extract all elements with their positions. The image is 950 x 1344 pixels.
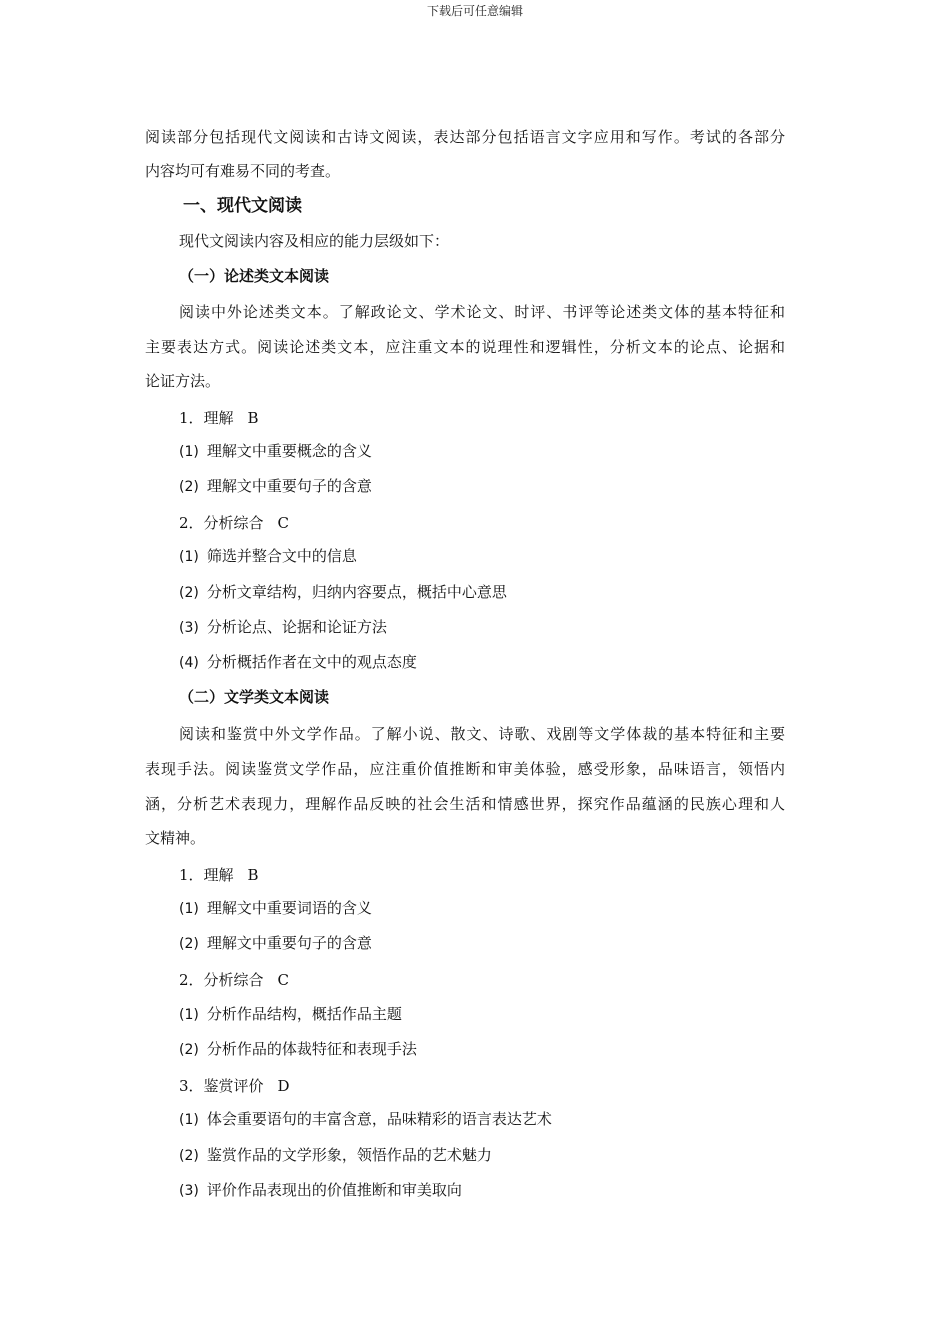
sub1-item-2-sub-2 bbox=[179, 582, 507, 603]
sub1-item-1-sub-2 bbox=[179, 476, 372, 497]
section-heading: 一、现代文阅读 bbox=[183, 196, 302, 216]
intro-line-2: 内容均可有难易不同的考查。 bbox=[145, 162, 341, 180]
list-number: (3) bbox=[179, 1183, 199, 1199]
sub2-item-1-sub-1 bbox=[179, 898, 372, 919]
sub1-item-2-sub-1 bbox=[179, 546, 357, 567]
item-label: 2．分析综合 bbox=[179, 514, 264, 532]
list-number: (1) bbox=[179, 901, 199, 917]
list-text: 评价作品表现出的价值推断和审美取向 bbox=[206, 1181, 462, 1199]
sub2-item-2-sub-2 bbox=[179, 1039, 417, 1060]
list-text: 体会重要语句的丰富含意，品味精彩的语言表达艺术 bbox=[206, 1110, 552, 1128]
item-label: 1．理解 bbox=[179, 866, 234, 884]
list-text: 筛选并整合文中的信息 bbox=[206, 547, 357, 565]
sub2-item-3 bbox=[179, 1076, 290, 1096]
ability-level: D bbox=[277, 1077, 290, 1095]
list-text: 理解文中重要词语的含义 bbox=[206, 899, 372, 917]
sub2-item-2 bbox=[179, 970, 289, 990]
sub1-desc-line-1: 阅读中外论述类文本。了解政论文、学术论文、时评、书评等论述类文体的基本特征和 bbox=[179, 303, 785, 321]
sub2-desc-line-4: 文精神。 bbox=[145, 829, 206, 847]
sub2-item-1 bbox=[179, 865, 259, 885]
item-label: 2．分析综合 bbox=[179, 971, 264, 989]
sub2-item-3-sub-1 bbox=[179, 1109, 552, 1130]
list-number: (2) bbox=[179, 479, 199, 495]
list-number: (2) bbox=[179, 585, 199, 601]
ability-level: C bbox=[277, 514, 290, 532]
sub1-item-1-sub-1 bbox=[179, 441, 372, 462]
ability-level: C bbox=[277, 971, 290, 989]
list-number: (2) bbox=[179, 1042, 199, 1058]
list-text: 理解文中重要概念的含义 bbox=[206, 442, 372, 460]
list-text: 鉴赏作品的文学形象，领悟作品的艺术魅力 bbox=[206, 1146, 492, 1164]
item-label: 1．理解 bbox=[179, 409, 234, 427]
list-text: 分析概括作者在文中的观点态度 bbox=[206, 653, 417, 671]
list-text: 分析作品的体裁特征和表现手法 bbox=[206, 1040, 417, 1058]
sub1-item-2 bbox=[179, 513, 289, 533]
list-number: (1) bbox=[179, 549, 199, 565]
list-number: (4) bbox=[179, 655, 199, 671]
list-text: 分析论点、论据和论证方法 bbox=[206, 618, 387, 636]
subsection-heading-1: （一）论述类文本阅读 bbox=[179, 267, 330, 285]
sub2-item-3-sub-2 bbox=[179, 1145, 492, 1166]
sub2-desc-line-3: 涵，分析艺术表现力，理解作品反映的社会生活和情感世界，探究作品蕴涵的民族心理和人 bbox=[145, 795, 785, 813]
list-number: (2) bbox=[179, 1148, 199, 1164]
list-number: (3) bbox=[179, 620, 199, 636]
list-text: 理解文中重要句子的含意 bbox=[206, 934, 372, 952]
sub1-desc-line-2: 主要表达方式。阅读论述类文本，应注重文本的说理性和逻辑性，分析文本的论点、论据和 bbox=[145, 338, 785, 356]
list-number: (1) bbox=[179, 1007, 199, 1023]
list-text: 分析文章结构，归纳内容要点，概括中心意思 bbox=[206, 583, 507, 601]
sub2-desc-line-1: 阅读和鉴赏中外文学作品。了解小说、散文、诗歌、戏剧等文学体裁的基本特征和主要 bbox=[179, 725, 785, 743]
section-lead: 现代文阅读内容及相应的能力层级如下： bbox=[179, 232, 450, 250]
sub2-item-1-sub-2 bbox=[179, 933, 372, 954]
list-number: (2) bbox=[179, 936, 199, 952]
list-text: 分析作品结构，概括作品主题 bbox=[206, 1005, 402, 1023]
list-text: 理解文中重要句子的含意 bbox=[206, 477, 372, 495]
sub1-item-2-sub-3 bbox=[179, 617, 387, 638]
sub2-item-2-sub-1 bbox=[179, 1004, 402, 1025]
list-number: (1) bbox=[179, 444, 199, 460]
intro-line-1: 阅读部分包括现代文阅读和古诗文阅读，表达部分包括语言文字应用和写作。考试的各部分 bbox=[145, 128, 785, 146]
ability-level: B bbox=[247, 866, 259, 884]
subsection-heading-2: （二）文学类文本阅读 bbox=[179, 688, 330, 706]
sub2-item-3-sub-3 bbox=[179, 1180, 462, 1201]
ability-level: B bbox=[247, 409, 259, 427]
list-number: (1) bbox=[179, 1112, 199, 1128]
item-label: 3．鉴赏评价 bbox=[179, 1077, 264, 1095]
sub1-desc-line-3: 论证方法。 bbox=[145, 372, 221, 390]
page-header: 下载后可任意编辑 bbox=[426, 4, 523, 18]
sub1-item-2-sub-4 bbox=[179, 652, 417, 673]
sub1-item-1 bbox=[179, 408, 259, 428]
sub2-desc-line-2: 表现手法。阅读鉴赏文学作品，应注重价值推断和审美体验，感受形象，品味语言，领悟内 bbox=[145, 760, 785, 778]
